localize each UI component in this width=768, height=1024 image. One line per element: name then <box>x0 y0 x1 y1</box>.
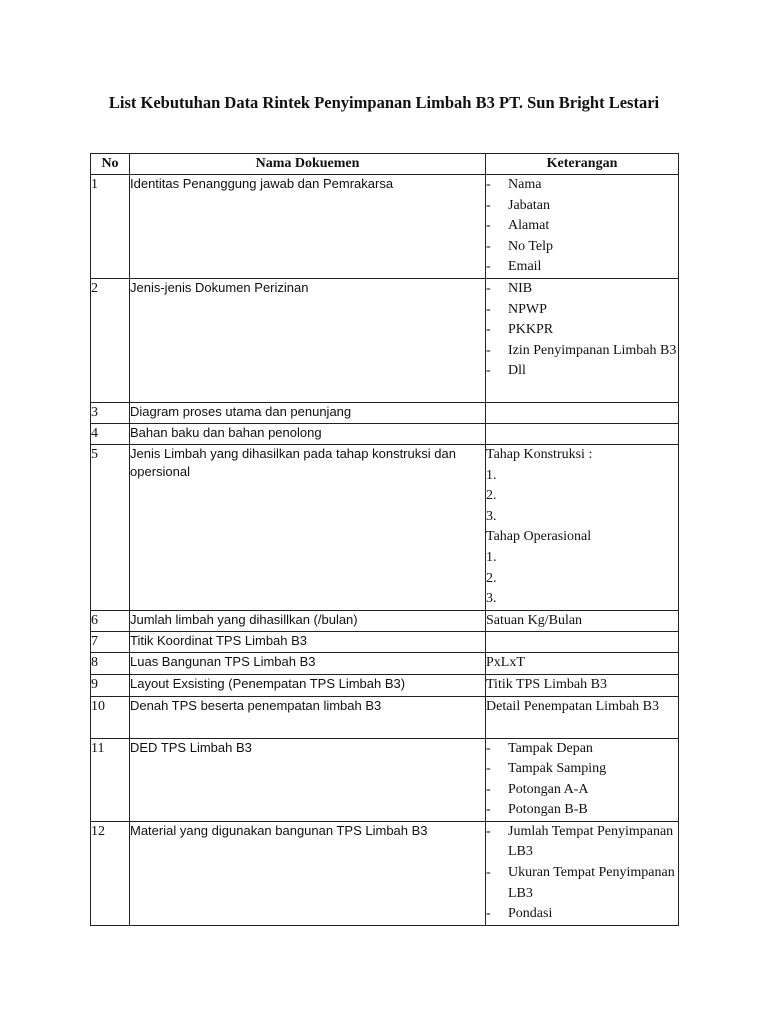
table-row <box>91 738 679 821</box>
header-nama-dokumen: Nama Dokuemen <box>130 154 486 175</box>
table-row <box>91 402 679 423</box>
table-row <box>91 632 679 653</box>
document-name-cell: Jenis-jenis Dokumen Perizinan <box>130 278 486 402</box>
row-number: 11 <box>91 738 130 821</box>
keterangan-list <box>486 279 678 382</box>
keterangan-list-item: - No Telp <box>486 237 678 258</box>
keterangan-text: Detail Penempatan Limbah B3 <box>486 698 660 714</box>
table-row <box>91 444 679 610</box>
keterangan-list-item: - Nama <box>486 175 678 196</box>
keterangan-cell <box>486 821 679 925</box>
table-row <box>91 175 679 279</box>
keterangan-list-item: - Alamat <box>486 216 678 237</box>
document-name-cell: Material yang digunakan bangunan TPS Limbah B3 <box>130 821 486 925</box>
row-number: 9 <box>91 674 130 696</box>
table-header-row <box>91 154 679 175</box>
keterangan-cell <box>486 696 679 738</box>
row-number: 8 <box>91 653 130 675</box>
keterangan-list-item: - Email <box>486 257 678 278</box>
document-name-cell: Denah TPS beserta penempatan limbah B3 <box>130 696 486 738</box>
keterangan-list-item: - Jabatan <box>486 196 678 217</box>
keterangan-text: PxLxT <box>486 655 525 671</box>
table-row <box>91 821 679 925</box>
keterangan-cell <box>486 402 679 423</box>
keterangan-list-item: - NPWP <box>486 300 678 321</box>
keterangan-line: 2. <box>486 570 497 586</box>
keterangan-list-item: - Izin Penyimpanan Limbah B3 <box>486 341 678 362</box>
document-name-cell: Diagram proses utama dan penunjang <box>130 402 486 423</box>
document-name-cell: Layout Exsisting (Penempatan TPS Limbah B3) <box>130 674 486 696</box>
keterangan-cell <box>486 653 679 675</box>
keterangan-list-item: - PKKPR <box>486 320 678 341</box>
document-name-cell: Titik Koordinat TPS Limbah B3 <box>130 632 486 653</box>
keterangan-list-item: - Dll <box>486 361 678 382</box>
keterangan-text: Titik TPS Limbah B3 <box>486 676 607 692</box>
document-name-cell: DED TPS Limbah B3 <box>130 738 486 821</box>
keterangan-line: 3. <box>486 591 497 607</box>
keterangan-line: 1. <box>486 467 497 483</box>
keterangan-cell <box>486 278 679 402</box>
table-row <box>91 423 679 444</box>
document-name-cell: Jumlah limbah yang dihasillkan (/bulan) <box>130 610 486 632</box>
keterangan-list-item: - Ukuran Tempat Penyimpanan LB3 <box>486 863 678 904</box>
keterangan-list <box>486 739 678 821</box>
document-name-cell: Identitas Penanggung jawab dan Pemrakarsa <box>130 175 486 279</box>
keterangan-list-item: - NIB <box>486 279 678 300</box>
keterangan-list-item: - Potongan B-B <box>486 800 678 821</box>
keterangan-line: 3. <box>486 508 497 524</box>
keterangan-list-item: - Potongan A-A <box>486 780 678 801</box>
header-no: No <box>91 154 130 175</box>
table-row <box>91 610 679 632</box>
keterangan-text: Satuan Kg/Bulan <box>486 612 583 628</box>
row-number: 2 <box>91 278 130 402</box>
keterangan-list <box>486 175 678 278</box>
row-number: 10 <box>91 696 130 738</box>
table-row <box>91 674 679 696</box>
keterangan-cell <box>486 175 679 279</box>
keterangan-cell <box>486 674 679 696</box>
keterangan-list <box>486 822 678 925</box>
table-row <box>91 696 679 738</box>
row-number: 6 <box>91 610 130 632</box>
row-number: 12 <box>91 821 130 925</box>
keterangan-list-item: - Jumlah Tempat Penyimpanan LB3 <box>486 822 678 863</box>
keterangan-line: Tahap Konstruksi : <box>486 446 593 462</box>
row-number: 7 <box>91 632 130 653</box>
document-title: List Kebutuhan Data Rintek Penyimpanan Limbah B3 PT. Sun Bright Lestari <box>108 93 660 112</box>
keterangan-list-item: - Pondasi <box>486 904 678 925</box>
document-name-cell: Bahan baku dan bahan penolong <box>130 423 486 444</box>
row-number: 3 <box>91 402 130 423</box>
keterangan-line: Tahap Operasional <box>486 529 592 545</box>
document-name-cell: Luas Bangunan TPS Limbah B3 <box>130 653 486 675</box>
document-name-cell: Jenis Limbah yang dihasilkan pada tahap konstruksi dan opersional <box>130 444 486 610</box>
table-row <box>91 653 679 675</box>
requirements-table <box>90 153 679 926</box>
keterangan-line: 2. <box>486 488 497 504</box>
keterangan-list-item: - Tampak Depan <box>486 739 678 760</box>
keterangan-cell <box>486 610 679 632</box>
keterangan-list-item: - Tampak Samping <box>486 759 678 780</box>
keterangan-cell <box>486 444 679 610</box>
row-number: 5 <box>91 444 130 610</box>
header-keterangan: Keterangan <box>486 154 679 175</box>
keterangan-cell <box>486 632 679 653</box>
keterangan-cell <box>486 738 679 821</box>
table-row <box>91 278 679 402</box>
row-number: 4 <box>91 423 130 444</box>
keterangan-cell <box>486 423 679 444</box>
keterangan-line: 1. <box>486 549 497 565</box>
row-number: 1 <box>91 175 130 279</box>
